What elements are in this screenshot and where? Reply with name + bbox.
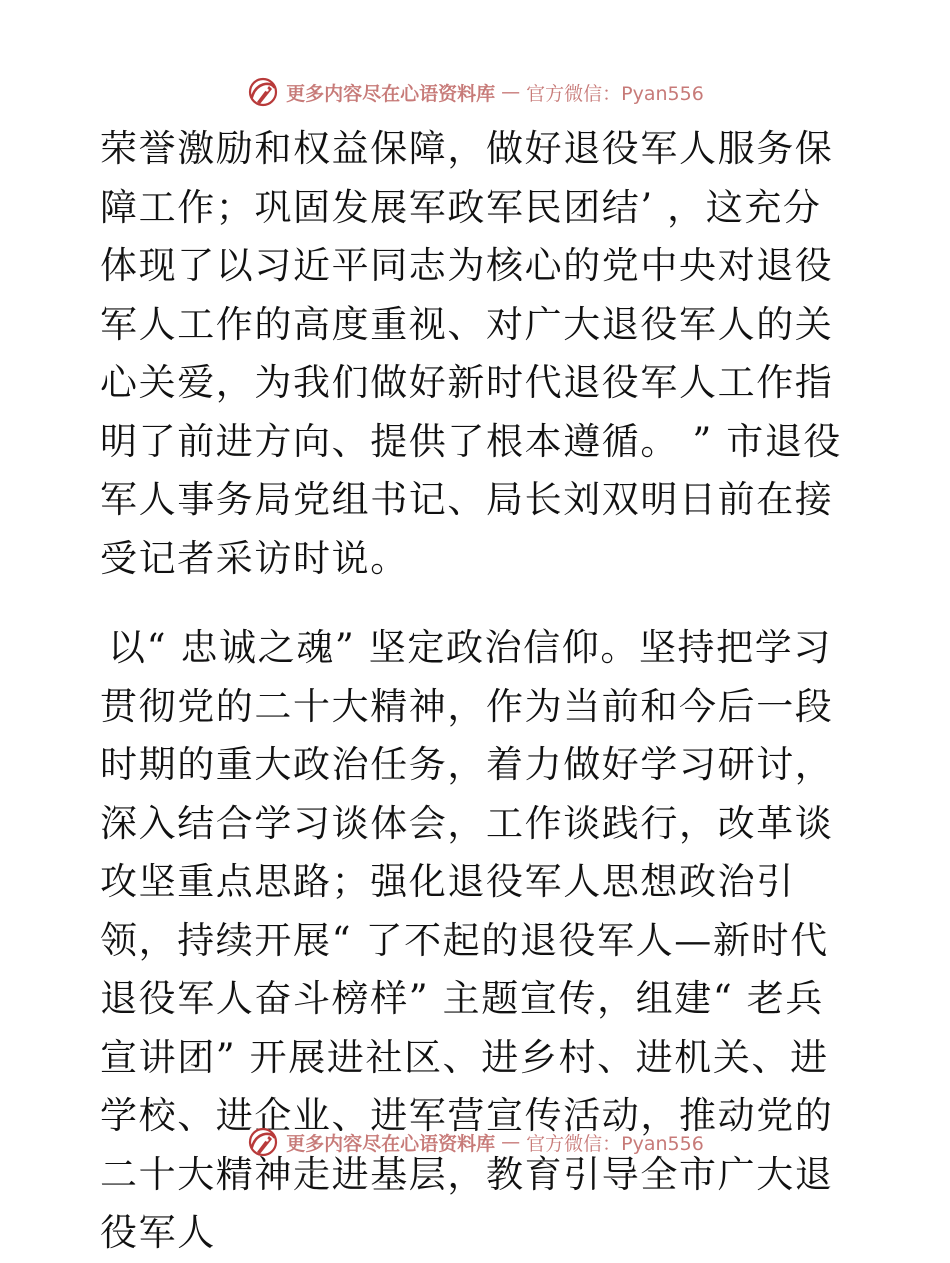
header-separator: —	[501, 81, 521, 103]
footer-wechat-text: 官方微信：Pyan556	[526, 1132, 704, 1155]
paragraph-1: 荣誉激励和权益保障，做好退役军人服务保障工作；巩固发展军政军民团结’ ，这充分体现了以习近平同志为核心的党中央对退役军人工作的高度重视、对广大退役军人的关心关爱，为我们做好新时代退役军人工作指明了前进方向、提供了根本遵循。 ” 市退役军人事务局党组书记、局长刘双明日前在接受记者采访时说。	[100, 127, 843, 580]
footer-watermark-banner	[0, 1122, 950, 1162]
pen-nib-swirl-icon	[246, 1125, 280, 1159]
footer-brand-text: 更多内容尽在心语资料库	[286, 1132, 496, 1155]
pen-nib-swirl-icon	[246, 75, 280, 109]
document-body	[100, 120, 860, 1263]
header-brand-text: 更多内容尽在心语资料库	[286, 82, 496, 105]
header-watermark-banner	[0, 72, 950, 112]
header-wechat-text: 官方微信：Pyan556	[526, 82, 704, 105]
footer-separator: —	[501, 1131, 521, 1153]
paragraph-2: 以“ 忠诚之魂” 坚定政治信仰。坚持把学习贯彻党的二十大精神，作为当前和今后一段时期的重大政治任务，着力做好学习研讨，深入结合学习谈体会，工作谈践行，改革谈攻坚重点思路；强化退役军人思想政治引领，持续开展“ 了不起的退役军人—新时代退役军人奋斗榜样” 主题宣传，组建“ 老兵宣讲团” 开展进社区、进乡村、进机关、进学校、进企业、进军营宣传活动，推动党的二十大精神走进基层，教育引导全市广大退役军人	[100, 626, 834, 1254]
